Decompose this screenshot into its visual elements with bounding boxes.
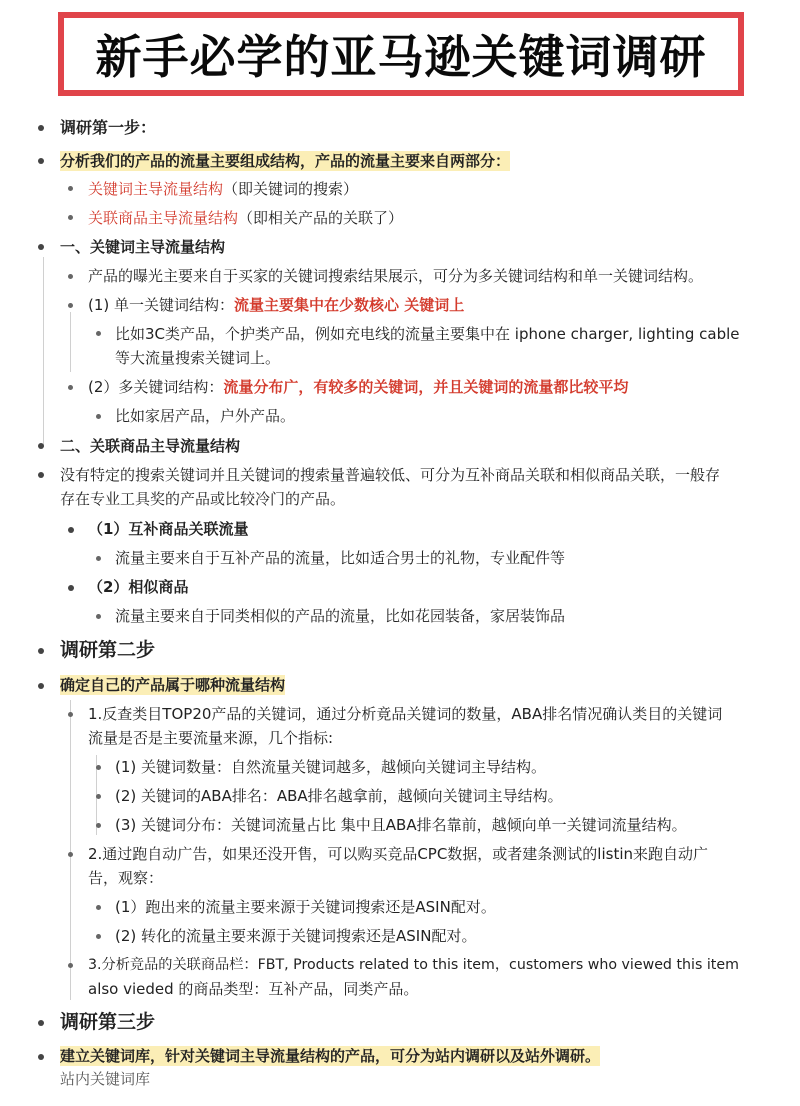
step2-item2-sub2: (2) 转化的流量主要来源于关键词搜索还是ASIN配对。: [115, 927, 477, 945]
step1-summary: 分析我们的产品的流量主要组成结构，产品的流量主要来自两部分：: [60, 152, 511, 170]
bullet: [38, 683, 44, 689]
section1-desc: 产品的曝光主要来自于买家的关键词搜索结果展示，可分为多关键词结构和单一关键词结构。: [88, 267, 704, 285]
bullet: [38, 443, 44, 449]
complement-desc: 流量主要来自于互补产品的流量，比如适合男士的礼物，专业配件等: [115, 549, 566, 567]
single-label: (1) 单一关键词结构：: [88, 296, 235, 314]
step2-item2-line1: 2.通过跑自动广告，如果还没开售，可以购买竞品CPC数据，或者建条测试的listin来跑自动广: [88, 845, 709, 863]
bullet: [38, 1020, 44, 1026]
step1-part1-label: 关键词主导流量结构: [88, 180, 224, 198]
single-red: 流量主要集中在少数核心 关键词上: [234, 296, 465, 314]
step3-summary: 建立关键词库，针对关键词主导流量结构的产品，可分为站内调研以及站外调研。: [60, 1047, 601, 1065]
step2-item1-sub2: (2) 关键词的ABA排名：ABA排名越拿前，越倾向关键词主导结构。: [115, 787, 563, 805]
bullet: [68, 385, 73, 390]
bullet: [68, 852, 73, 857]
step1-part1-note: （即关键词的搜索）: [223, 180, 359, 198]
step1-part2: [88, 208, 403, 228]
bullet: [96, 823, 101, 828]
bullet: [38, 244, 44, 250]
step2-item3-line2: also vieded 的商品类型：互补产品，同类产品。: [88, 980, 419, 998]
step3-heading: 调研第三步: [60, 1011, 156, 1033]
page-title: 新手必学的亚马逊关键词调研: [95, 30, 707, 84]
similar-heading: （2）相似商品: [88, 578, 189, 596]
bullet: [68, 527, 74, 533]
section2-heading: 二、关联商品主导流量结构: [60, 437, 241, 455]
bullet: [68, 303, 73, 308]
complement-heading: （1）互补商品关联流量: [88, 520, 249, 538]
single-example-line1: 比如3C类产品，个护类产品，例如充电线的流量主要集中在 iphone charger, lighting cable: [115, 325, 740, 343]
section1-multi: [88, 377, 628, 397]
bullet: [38, 472, 44, 478]
bullet: [96, 794, 101, 799]
bullet: [96, 414, 101, 419]
step1-part2-label: 关联商品主导流量结构: [88, 209, 239, 227]
bullet: [96, 765, 101, 770]
step1-heading: 调研第一步：: [60, 118, 157, 137]
step2-item3-line1: 3.分析竞品的关联商品栏：FBT, Products related to this item，customers who viewed this item: [88, 957, 739, 973]
step2-summary: 确定自己的产品属于哪种流量结构: [60, 676, 286, 694]
bullet: [68, 215, 73, 220]
step1-part1: [88, 179, 358, 199]
bullet: [96, 614, 101, 619]
bullet: [96, 905, 101, 910]
section2-desc-line2: 存在专业工具奖的产品或比较冷门的产品。: [60, 490, 346, 508]
bullet: [96, 934, 101, 939]
step2-heading: 调研第二步: [60, 639, 156, 661]
cut-off-line: [60, 1070, 210, 1088]
step2-item1-line1: 1.反查类目TOP20产品的关键词，通过分析竟品关键词的数量，ABA排名情况确认类目的关键词: [88, 705, 723, 723]
indent-guide: [70, 312, 71, 372]
step2-item2-line2: 告，观察：: [88, 869, 164, 887]
bullet: [96, 556, 101, 561]
section2-desc-line1: 没有特定的搜索关键词并且关键词的搜索量普遍较低、可分为互补商品关联和相似商品关联，一般存: [60, 466, 721, 484]
step2-item1-sub1: (1) 关键词数量：自然流量关键词越多，越倾向关键词主导结构。: [115, 758, 547, 776]
bullet: [68, 963, 73, 968]
bullet: [38, 158, 44, 164]
step2-item1-line2: 流量是否是主要流量来源，几个指标:: [88, 729, 334, 747]
cut-off-text: 站内关键词库: [60, 1070, 151, 1088]
bullet: [68, 712, 73, 717]
multi-label: (2）多关键词结构：: [88, 378, 224, 396]
bullet: [68, 585, 74, 591]
bullet: [68, 274, 73, 279]
bullet: [38, 125, 44, 131]
multi-example: 比如家居产品，户外产品。: [115, 407, 296, 425]
bullet: [96, 331, 101, 336]
bullet: [68, 186, 73, 191]
step2-item2-sub1: (1）跑出来的流量主要来源于关键词搜索还是ASIN配对。: [115, 898, 496, 916]
step2-item1-sub3: (3) 关键词分布：关键词流量占比 集中且ABA排名靠前，越倾向单一关键词流量结构。: [115, 816, 687, 834]
section1-single: [88, 295, 464, 315]
single-example-line2: 等大流量搜索关键词上。: [115, 349, 281, 367]
bullet: [38, 1054, 44, 1060]
step1-part2-note: （即相关产品的关联了）: [238, 209, 404, 227]
multi-red: 流量分布广，有较多的关键词，并且关键词的流量都比较平均: [223, 378, 629, 396]
indent-guide: [43, 257, 44, 447]
indent-guide: [70, 700, 71, 1000]
similar-desc: 流量主要来自于同类相似的产品的流量，比如花园装备，家居装饰品: [115, 607, 566, 625]
section1-heading: 一、关键词主导流量结构: [60, 238, 226, 256]
title-banner: [58, 12, 744, 96]
bullet: [38, 648, 44, 654]
